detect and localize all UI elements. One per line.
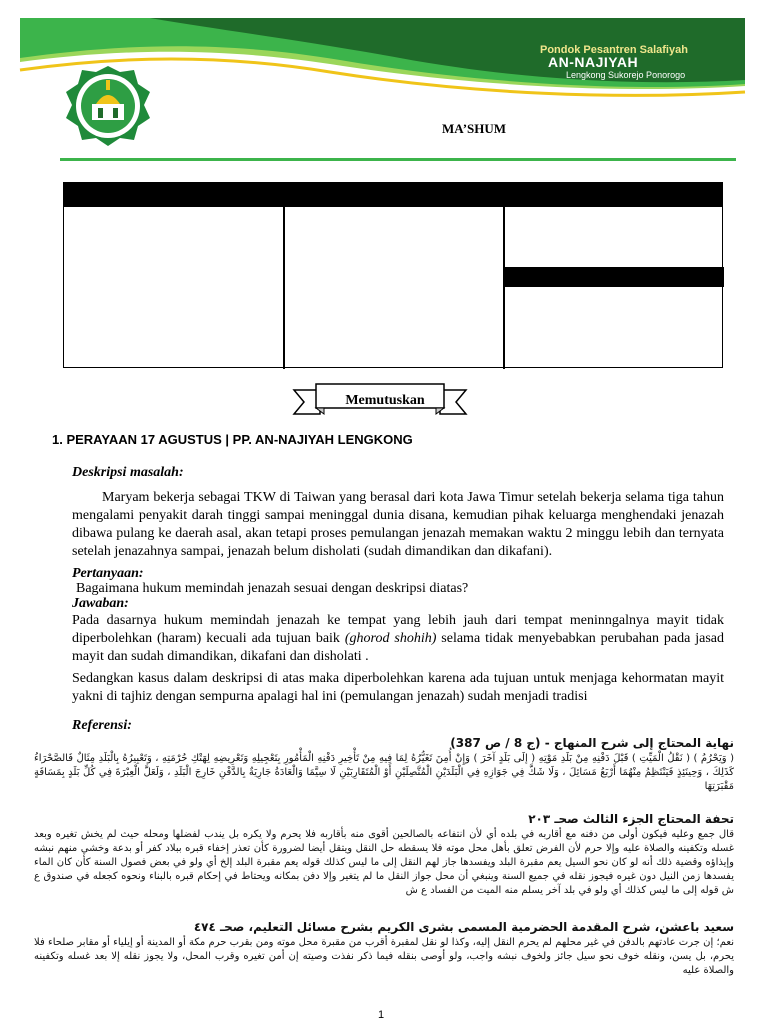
- header-banner: [0, 0, 768, 180]
- referensi-label: Referensi:: [72, 718, 132, 733]
- reference-heading: نهاية المحتاج إلى شرح المنهاج - (ج 8 / ص 387): [450, 736, 734, 750]
- brand-line-2: AN-NAJIYAH: [548, 54, 639, 70]
- pertanyaan-text: Bagaimana hukum memindah jenazah sesuai dengan deskripsi diatas?: [76, 581, 469, 596]
- header-divider: [60, 158, 736, 161]
- page-number: 1: [378, 1009, 385, 1021]
- deskripsi-label: Deskripsi masalah:: [72, 465, 184, 480]
- ribbon-label: Memutuskan: [345, 393, 425, 408]
- reference-body: ( وَيَحْرُمُ ) ( نَقْلُ الْمَيِّتِ ) قَبْلَ دَفْنِهِ مِنْ بَلَدِ مَوْتِهِ ( إلَى بَلَدٍ آخَرَ ) وَإِنْ أُمِنَ تَغَيُّرُهُ لِمَا فِيهِ مِنْ تَأْخِيرِ دَفْنِهِ الْمَأْمُورِ بِتَعْجِيلِهِ وَتَعْرِيضِهِ لِهَتْكِ حُرْمَتِهِ ، وَتَعْبِيرُهُ بِالْبَلَدِ مِثَالٌ فَالصَّحْرَاءُ كَذَلِكَ ، وَحِينَئِذٍ فَيَنْتَظِمُ مِنْهُمَا أَرْبَعُ مَسَائِلَ ، وَلَا شَكَّ فِي جَوَازِهِ فِي الْبَلَدَيْنِ الْمُتَّصِلَيْنِ أَوْ الْمُتَقَارِبَيْنِ لَا سِيَّمَا وَالْعَادَةُ جَارِيَةٌ بِالدَّفْنِ خَارِجَ الْبَلَدِ ، وَلَعَلَّ الْعِبْرَةَ فِي كُلِّ بَلَدٍ بِمَسَافَةٍ مَقْبَرَتِهَا: [34, 753, 734, 792]
- table-subheader-bar: [504, 267, 724, 287]
- deskripsi-text: Maryam bekerja sebagai TKW di Taiwan yang berasal dari kota Jawa Timur setelah bekerja selama tiga tahun mengalami penyakit darah tinggi sampai meninggal dunia disana, kemudian pihak keluarga menghendaki jenazah dibawa pulang ke daerah asal, akan tetapi proses pemulangan jenazah memakan waktu 2 minggu lebih dan ternyata setelah jenazahnya sampai, jenazah belum disholati (sudah dimandikan dan dikafani).: [72, 490, 724, 559]
- brand-line-1: Pondok Pesantren Salafiyah: [540, 44, 688, 56]
- jawaban-label: Jawaban:: [72, 596, 129, 611]
- jawaban-term: (ghorod shohih): [344, 631, 437, 646]
- jawaban-text-1c: selama tidak menyebabkan perubahan pada jasad mayit dan sudah dimandikan, dikafani dan disholati .: [72, 631, 724, 664]
- reference-body: نعم؛ إن جرت عادتهم بالدفن في غير محلهم لم يحرم النقل إليه، وكذا لو نقل لمقبرة أقرب من مقبرة محل موته ومن بقرب حرم مكة أو المدينة أو إيلياء أو مقابر صلحاء فلا يحرم، بل يسن، ونقله خوف نحو سيل جائز ولخوف نبشه واجب، ولو أوصى بنقله فيما ذكر نفذت وصيته إن أمن تغيره وقرب المحل، ولا يجوز نقله إلا بعد غسله وتكفينه والصلاة عليه: [34, 937, 734, 976]
- section-title: 1. PERAYAAN 17 AGUSTUS | PP. AN-NAJIYAH LENGKONG: [52, 432, 413, 447]
- table-header-bar: [64, 183, 722, 207]
- table-column-divider: [283, 207, 285, 369]
- reference-heading: سعيد باعشن، شرح المقدمة الحضرمية المسمى بشرى الكريم بشرح مسائل التعليم، صحـ ٤٧٤: [193, 920, 734, 934]
- document-title: MA’SHUM: [442, 121, 507, 136]
- reference-body: قال جمع وعليه فيكون أولى من دفنه مع أقاربه في بلده أي لأن انتفاعه بالصالحين أقوى منه بأقاربه فلا يحرم ولا يكره بل يندب لفضلها ومحله حيث لم يخش تغيره وبعد غسله وتكفينه والصلاة عليه وإلا حرم لأن الفرض تعلق بأهل محل موته فلا يسقطه حل النقل ويتقل أيضا لضرورة كأن تعذر إخفاء قبره ببلاد كفر أو بدعة وخشي منهم نبشه وإيذاؤه وقضية ذلك أنه لو كان نحو السيل يعم مقبرة البلد ويفسدها جاز لهم النقل إلى ما ليس كذلك قوله يعم مقبرة البلد إلخ أي ولو في بعض فصول السنة كأن كان الماء يفسدها زمن النيل دون غيره فيجوز نقله في جميع السنة وينبغي أن محل جواز النقل ما لم يتغير وإلا دفن بمكانه ويحتاط في إحكام قبره بالبناء ونحوه كجعله في صندوق ع ش قوله إلى ما ليس كذلك أي ولو في بلد آخر يسلم منه الميت من الفساد ع ش: [34, 829, 734, 896]
- info-table: [63, 182, 723, 368]
- pertanyaan-label: Pertanyaan:: [72, 566, 144, 581]
- brand-line-3: Lengkong Sukorejo Ponorogo: [566, 70, 686, 80]
- table-column-divider: [503, 207, 505, 369]
- pesantren-logo: [66, 66, 150, 146]
- reference-heading: تحفة المحتاج الجزء الثالث صحـ ٢٠٣: [528, 812, 734, 826]
- jawaban-text-2: Sedangkan kasus dalam deskripsi di atas maka diperbolehkan karena ada tujuan untuk menjaga kehormatan mayit yakni di tajhiz dengan sempurna apalagi hal ini (pemulangan jenazah) sudah menjadi tradisi: [72, 671, 724, 704]
- jawaban-text-1: [72, 612, 724, 666]
- jawaban-text-1a: Pada dasarnya hukum memindah jenazah ke tempat yang lebih jauh dari tempat meninngalnya mayit tidak diperbolehkan (haram) kecuali ada tujuan baik: [72, 613, 724, 646]
